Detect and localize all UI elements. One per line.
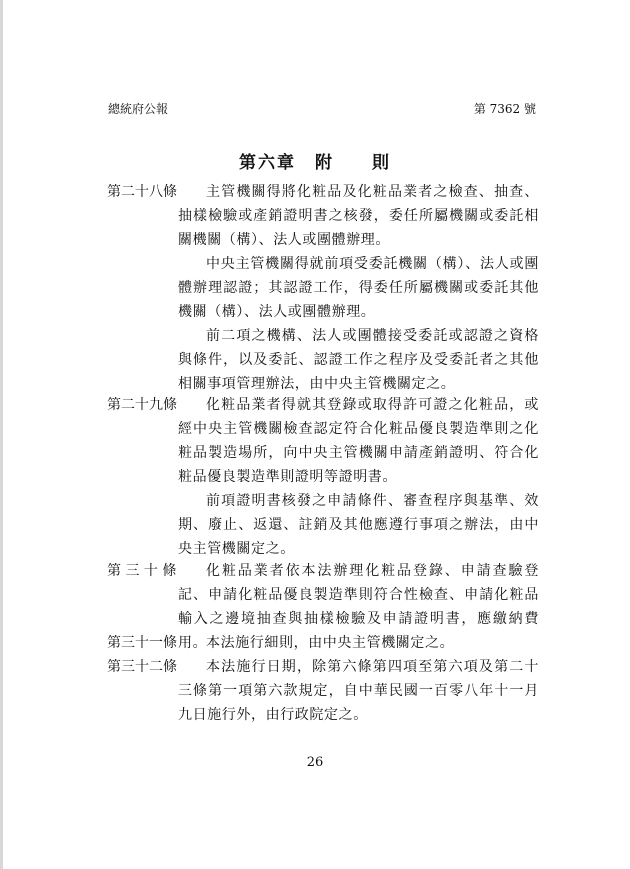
article-paragraph: 前項證明書核發之申請條件、審查程序與基準、效期、廢止、返還、註銷及其他應遵行事項之辦法，由中央主管機關定之。: [178, 493, 539, 557]
article-paragraph: 前二項之機構、法人或團體接受委託或認證之資格與條件，以及委託、認證工作之程序及受委託者之其他相關事項管理辦法，由中央主管機關定之。: [178, 328, 539, 392]
article-paragraph: 化粧品業者得就其登錄或取得許可證之化粧品，或經中央主管機關檢查認定符合化粧品優良製造準則之化粧品製造場所，向中央主管機關申請產銷證明、符合化粧品優良製造準則證明等證明書。: [178, 397, 539, 485]
article-label: 第三十二條: [107, 659, 177, 675]
issue-number: 第 7362 號: [473, 102, 536, 116]
article-paragraph: 主管機關得將化粧品及化粧品業者之檢查、抽查、抽樣檢驗或產銷證明書之核發，委任所屬機關或委託相關機關（構）、法人或團體辦理。: [178, 184, 539, 248]
publication-name: 總統府公報: [108, 102, 169, 116]
article-label: 第三十一條: [107, 635, 177, 651]
article-31: [107, 631, 539, 655]
article-label: 第二十八條: [107, 184, 177, 200]
article-paragraph: 本法施行細則，由中央主管機關定之。: [206, 635, 455, 651]
article-paragraph: 本法施行日期，除第六條第四項至第六項及第二十三條第一項第六款規定，自中華民國一百零八年十一月九日施行外，由行政院定之。: [178, 659, 539, 723]
article-paragraph: 化粧品業者依本法辦理化粧品登錄、申請查驗登記、申請化粧品優良製造準則符合性檢查、申請化粧品輸入之邊境抽查與抽樣檢驗及申請證明書，應繳納費用。: [178, 563, 539, 651]
page-number: 26: [306, 755, 324, 770]
article-32: [107, 655, 539, 727]
article-label: 第 三 十 條: [107, 563, 177, 579]
article-28: [107, 180, 539, 396]
article-label: 第二十九條: [107, 397, 177, 413]
page-header: [108, 100, 536, 116]
page-edge: [0, 0, 3, 869]
chapter-title: 第六章 附 則: [239, 153, 391, 173]
article-paragraph: 中央主管機關得就前項受委託機關（構）、法人或團體辦理認證；其認證工作，得委任所屬機關或委託其他機關（構）、法人或團體辦理。: [178, 256, 539, 320]
article-29: [107, 393, 539, 561]
